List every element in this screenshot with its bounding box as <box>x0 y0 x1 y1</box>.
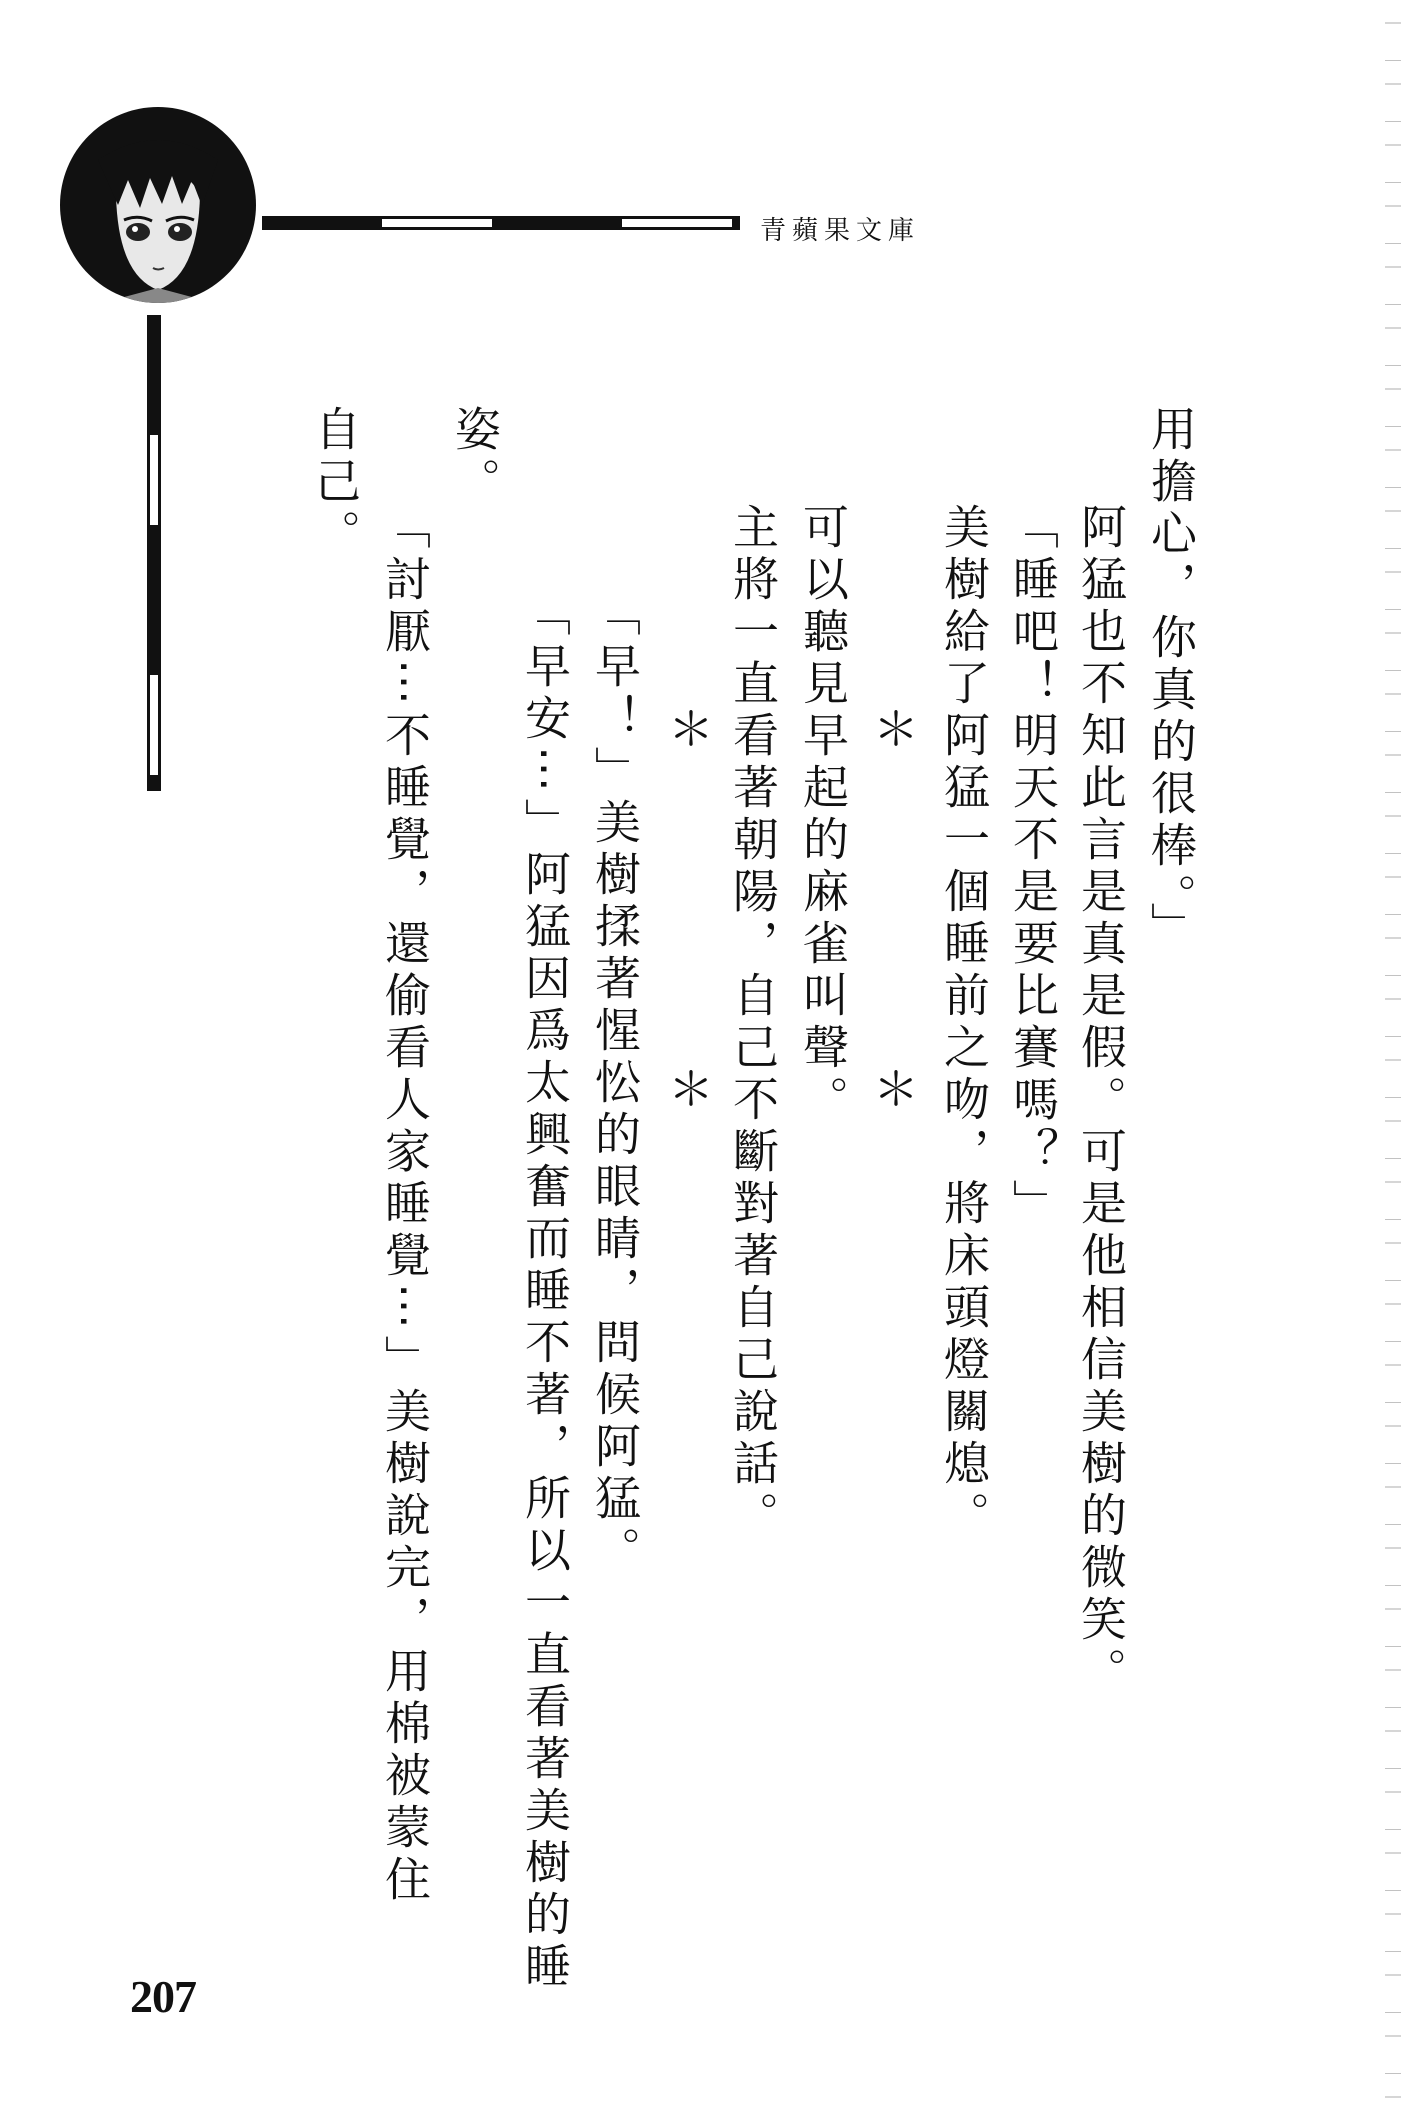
text-column: 「睡吧！明天不是要比賽嗎？」 <box>1006 503 1060 1231</box>
scene-break-mark: ＊ <box>661 705 715 757</box>
scene-break-mark: ＊ <box>661 1065 715 1117</box>
text-column: 美樹給了阿猛一個睡前之吻，將床頭燈關熄。 <box>937 503 991 1543</box>
text-column: 可以聽見早起的麻雀叫聲。 <box>796 503 850 1127</box>
text-column: 自己。 <box>308 405 362 561</box>
scene-break-mark: ＊ <box>866 1065 920 1117</box>
text-column: 「早！」美樹揉著惺忪的眼睛，問候阿猛。 <box>588 590 642 1578</box>
scan-edge <box>1385 0 1401 2102</box>
text-column: 阿猛也不知此言是真是假。可是他相信美樹的微笑。 <box>1074 503 1128 1699</box>
page-number: 207 <box>130 1971 196 2022</box>
girl-portrait-icon <box>58 100 258 320</box>
text-column: 主將一直看著朝陽，自己不斷對著自己說話。 <box>726 503 780 1543</box>
vertical-ornament-bar <box>147 315 161 791</box>
text-column: 「早安⋯」阿猛因爲太興奮而睡不著，所以一直看著美樹的睡 <box>518 590 572 1994</box>
text-column: 姿。 <box>448 405 502 509</box>
text-column: 用擔心，你真的很棒。」 <box>1144 405 1198 954</box>
series-title: 青蘋果文庫 <box>760 216 921 246</box>
horizontal-ornament-bar <box>262 216 740 230</box>
scene-break-mark: ＊ <box>866 705 920 757</box>
text-column: 「討厭⋯不睡覺，還偷看人家睡覺⋯」美樹說完，用棉被蒙住 <box>378 503 432 1907</box>
